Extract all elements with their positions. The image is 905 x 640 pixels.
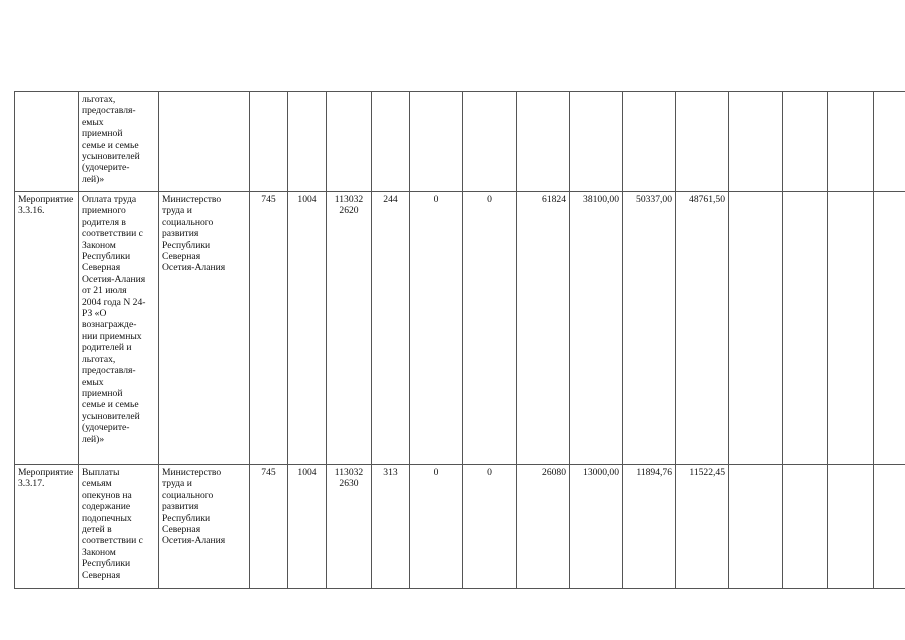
rzpr-cell: 1004: [288, 465, 327, 589]
value-cell-3: 26080: [517, 465, 570, 589]
value-cell-3: 61824: [517, 192, 570, 465]
grbs-cell: 745: [250, 465, 288, 589]
csr-cell: [327, 92, 372, 192]
value-cell-5: 11894,76: [623, 465, 676, 589]
csr-cell: 113032 2630: [327, 465, 372, 589]
rzpr-cell: 1004: [288, 192, 327, 465]
value-cell-7: [729, 92, 783, 192]
value-cell-9: [828, 192, 874, 465]
value-cell-4: [570, 92, 623, 192]
value-cell-10: [874, 92, 905, 192]
rzpr-cell: [288, 92, 327, 192]
csr-cell: 113032 2620: [327, 192, 372, 465]
value-cell-2: 0: [463, 192, 517, 465]
measure-description-cell: льготах, предоставля- емых приемной семье и семье усыновителей (удочерите- лей)»: [79, 92, 159, 192]
value-cell-8: [783, 192, 828, 465]
value-cell-9: [828, 465, 874, 589]
value-cell-8: [783, 92, 828, 192]
measure-description-cell: Оплата труда приемного родителя в соответствии с Законом Республики Северная Осетия-Алания от 21 июля 2004 года N 24- РЗ «О вознагражде- нии приемных родителей и льготах, предоставля- емых приемной семье и семье усыновителей (удочерите- лей)»: [79, 192, 159, 465]
budget-table: [14, 91, 905, 589]
executor-cell: Министерство труда и социального развития Республики Северная Осетия-Алания: [159, 192, 250, 465]
grbs-cell: 745: [250, 192, 288, 465]
table-row: [15, 192, 905, 465]
measure-name-cell: Мероприятие 3.3.17.: [15, 465, 79, 589]
value-cell-10: [874, 465, 905, 589]
value-cell-4: 38100,00: [570, 192, 623, 465]
measure-name-cell: Мероприятие 3.3.16.: [15, 192, 79, 465]
value-cell-1: [410, 92, 463, 192]
value-cell-6: 48761,50: [676, 192, 729, 465]
measure-description-cell: Выплаты семьям опекунов на содержание подопечных детей в соответствии с Законом Республики Северная: [79, 465, 159, 589]
measure-name-cell: [15, 92, 79, 192]
value-cell-7: [729, 192, 783, 465]
vr-cell: 313: [372, 465, 410, 589]
vr-cell: 244: [372, 192, 410, 465]
value-cell-2: 0: [463, 465, 517, 589]
table-row: [15, 465, 905, 589]
executor-cell: Министерство труда и социального развития Республики Северная Осетия-Алания: [159, 465, 250, 589]
value-cell-7: [729, 465, 783, 589]
grbs-cell: [250, 92, 288, 192]
value-cell-6: [676, 92, 729, 192]
table-row: [15, 92, 905, 192]
value-cell-5: 50337,00: [623, 192, 676, 465]
vr-cell: [372, 92, 410, 192]
value-cell-6: 11522,45: [676, 465, 729, 589]
value-cell-1: 0: [410, 465, 463, 589]
value-cell-3: [517, 92, 570, 192]
value-cell-10: [874, 192, 905, 465]
value-cell-4: 13000,00: [570, 465, 623, 589]
value-cell-9: [828, 92, 874, 192]
value-cell-8: [783, 465, 828, 589]
value-cell-1: 0: [410, 192, 463, 465]
value-cell-2: [463, 92, 517, 192]
executor-cell: [159, 92, 250, 192]
value-cell-5: [623, 92, 676, 192]
